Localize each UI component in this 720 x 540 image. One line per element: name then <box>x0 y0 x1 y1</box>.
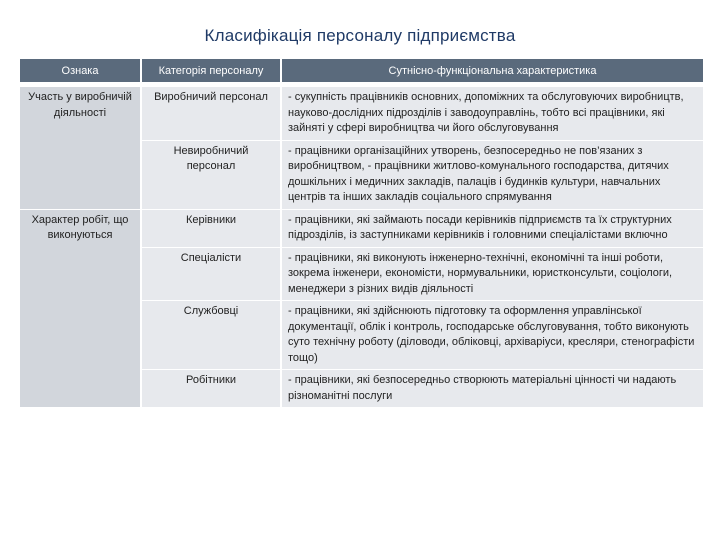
category-cell: Невиробничий персонал <box>141 140 281 209</box>
category-cell: Керівники <box>141 209 281 247</box>
table-row <box>20 87 703 141</box>
table-row <box>20 247 703 301</box>
category-cell: Робітники <box>141 370 281 408</box>
header-feature: Ознака <box>20 59 141 82</box>
description-cell: - працівники, які займають посади керівників підприємств та їх структурних підрозділів, із заступниками керівників і головними спеціалістами включно <box>281 209 703 247</box>
description-cell: - працівники, які виконують інженерно-технічні, економічні та інші роботи, зокрема інженери, економісти, нормувальники, юристконсульти, соціологи, менеджери з різних видів діяльності <box>281 247 703 301</box>
category-cell: Службовці <box>141 301 281 370</box>
feature-cell <box>20 247 141 301</box>
table-row <box>20 301 703 370</box>
feature-cell <box>20 140 141 209</box>
category-cell: Виробничий персонал <box>141 87 281 141</box>
table-row <box>20 209 703 247</box>
feature-cell <box>20 370 141 408</box>
category-cell: Спеціалісти <box>141 247 281 301</box>
description-cell: - працівники, які безпосередньо створюють матеріальні цінності чи надають різноманітні послуги <box>281 370 703 408</box>
description-cell: - працівники, які здійснюють підготовку та оформлення управлінської документації, облік і контроль, господарське обслуговування, тобто виконують суто технічну роботу (діловоди, обліковці, архіваріуси, кресляри, стенографісти тощо) <box>281 301 703 370</box>
table-row <box>20 370 703 408</box>
page-title: Класифікація персоналу підприємства <box>204 26 516 45</box>
table-row <box>20 140 703 209</box>
description-cell: - сукупність працівників основних, допоміжних та обслуговуючих виробництв, науково-дослідних підрозділів і заводоуправлінь, тобто всі працівники, які зайняті у сфері виробництва чи його обслуговування <box>281 87 703 141</box>
feature-cell: Участь у виробничій діяльності <box>20 87 141 141</box>
header-category: Категорія персоналу <box>141 59 281 82</box>
feature-cell: Характер робіт, що виконуються <box>20 209 141 247</box>
header-description: Сутнісно-функціональна характеристика <box>281 59 703 82</box>
feature-cell <box>20 301 141 370</box>
classification-table <box>20 59 703 407</box>
description-cell: - працівники організаційних утворень, безпосередньо не пов’язаних з виробництвом, - працівники житлово-комунального господарства, дитячих дошкільних і медичних закладів, палаців і будинків культури, навчальних центрів та інших закладів соціального спрямування <box>281 140 703 209</box>
table-header-row <box>20 59 703 82</box>
